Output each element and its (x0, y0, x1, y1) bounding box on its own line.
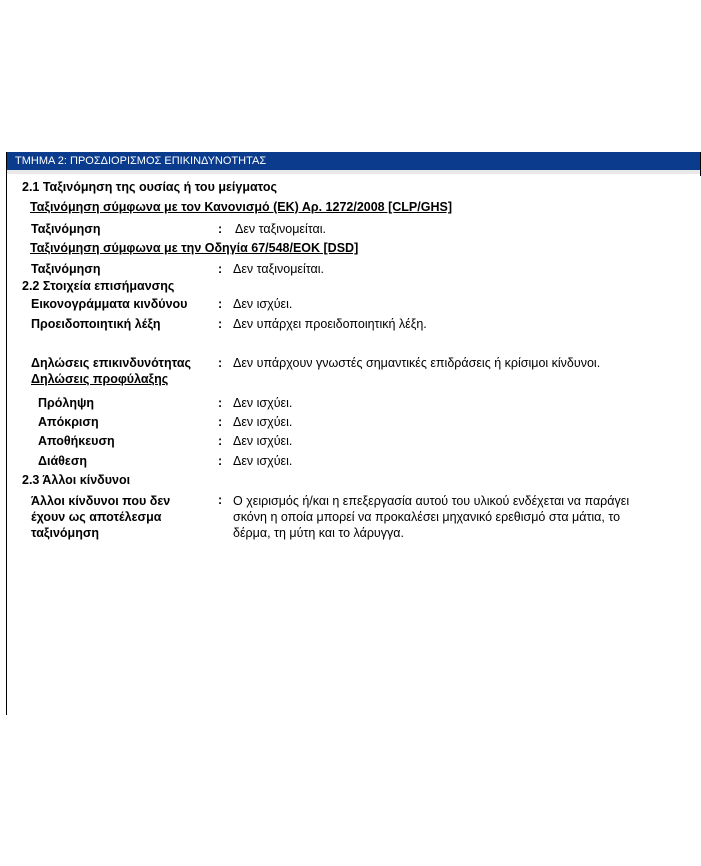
colon: : (218, 454, 223, 468)
pictograms-value: Δεν ισχύει. (233, 297, 293, 311)
section-2-1-heading: 2.1 Ταξινόμηση της ουσίας ή του μείγματος (22, 180, 278, 194)
colon: : (218, 317, 223, 331)
section-2-3-heading: 2.3 Άλλοι κίνδυνοι (22, 473, 131, 487)
colon: : (218, 434, 223, 448)
section-header: ΤΜΗΜΑ 2: ΠΡΟΣΔΙΟΡΙΣΜΟΣ ΕΠΙΚΙΝΔΥΝΟΤΗΤΑΣ (7, 152, 700, 170)
precautionary-statements-heading: Δηλώσεις προφύλαξης (31, 372, 169, 386)
response-label: Απόκριση (38, 415, 99, 429)
storage-label: Αποθήκευση (38, 434, 115, 448)
dsd-classification-value: Δεν ταξινομείται. (233, 262, 324, 276)
clp-subheading: Ταξινόμηση σύμφωνα με τον Κανονισμό (ΕΚ) Αρ. 1272/2008 [CLP/GHS] (30, 200, 452, 214)
other-hazards-value: Ο χειρισμός ή/και η επεξεργασία αυτού του υλικού ενδέχεται να παράγει σκόνη η οποία μπορεί να προκαλέσει μηχανικό ερεθισμό στα μάτια, το δέρμα, τη μύτη και το λάρυγγα. (233, 494, 630, 540)
other-hazards-label: Άλλοι κίνδυνοι που δεν έχουν ως αποτέλεσμα ταξινόμηση (31, 494, 171, 540)
prevention-label: Πρόληψη (38, 396, 95, 410)
clp-classification-value: Δεν ταξινομείται. (235, 222, 326, 236)
colon: : (218, 222, 223, 236)
colon: : (218, 356, 223, 370)
colon: : (218, 396, 223, 410)
storage-value: Δεν ισχύει. (233, 434, 293, 448)
clp-classification-label: Ταξινόμηση (31, 222, 101, 236)
hazard-statements-label: Δηλώσεις επικινδυνότητας (31, 356, 192, 370)
header-divider (7, 170, 700, 174)
section-2-2-heading: 2.2 Στοιχεία επισήμανσης (22, 279, 175, 293)
hazard-statements-value: Δεν υπάρχουν γνωστές σημαντικές επιδράσεις ή κρίσιμοι κίνδυνοι. (233, 356, 601, 370)
colon: : (218, 262, 223, 276)
colon: : (218, 297, 223, 311)
colon: : (218, 415, 223, 429)
disposal-label: Διάθεση (38, 454, 88, 468)
dsd-subheading: Ταξινόμηση σύμφωνα με την Οδηγία 67/548/ΕΟΚ [DSD] (30, 241, 359, 255)
dsd-classification-label: Ταξινόμηση (31, 262, 101, 276)
left-border (6, 152, 7, 715)
signal-word-value: Δεν υπάρχει προειδοποιητική λέξη. (233, 317, 427, 331)
disposal-value: Δεν ισχύει. (233, 454, 293, 468)
signal-word-label: Προειδοποιητική λέξη (31, 317, 161, 331)
prevention-value: Δεν ισχύει. (233, 396, 293, 410)
colon: : (218, 493, 223, 507)
response-value: Δεν ισχύει. (233, 415, 293, 429)
pictograms-label: Εικονογράμματα κινδύνου (31, 297, 188, 311)
